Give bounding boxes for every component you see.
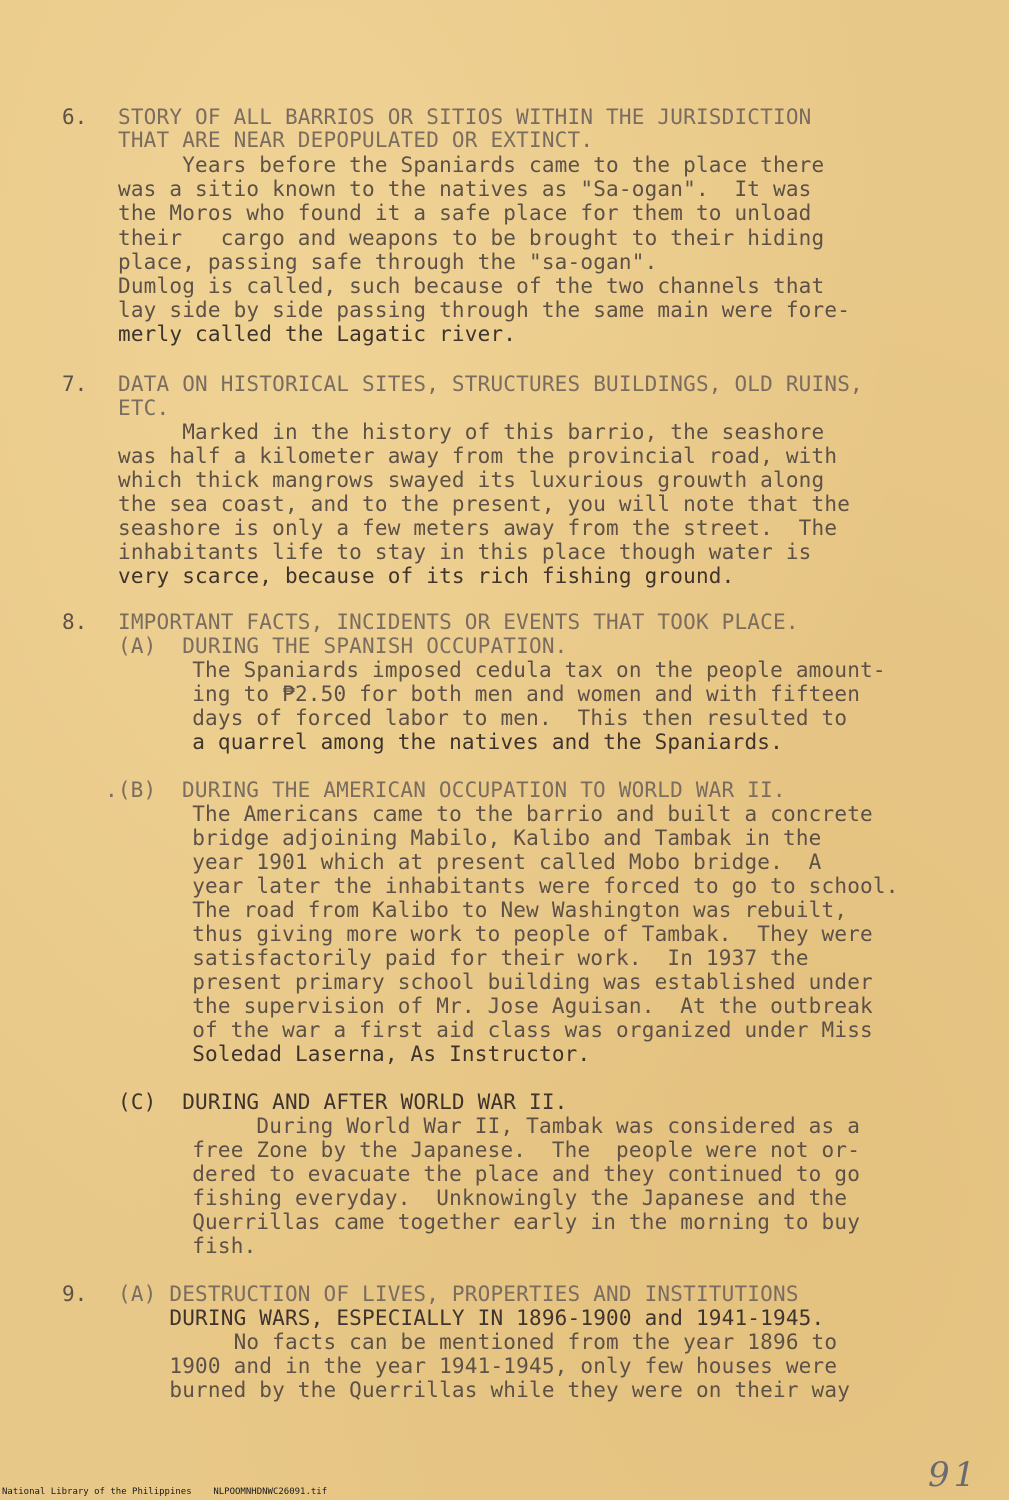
section-6-heading-line-2: THAT ARE NEAR DEPOPULATED OR EXTINCT. <box>118 128 594 152</box>
section-8a-line-3: days of forced labor to men. This then resulted to <box>128 706 848 730</box>
section-8-number: 8. <box>62 610 88 634</box>
section-7-heading-line-2: ETC. <box>118 396 170 420</box>
section-6-line-6: their cargo and weapons to be brought to their hiding <box>118 226 825 250</box>
section-8b-line-6: thus giving more work to people of Tambak. They were <box>128 922 873 946</box>
section-8c-line-4: fishing everyday. Unknowingly the Japanese and the <box>128 1186 848 1210</box>
section-7-number: 7. <box>62 372 88 396</box>
section-8b-line-5: The road from Kalibo to New Washington was rebuilt, <box>128 898 848 922</box>
section-6-number: 6. <box>62 105 88 129</box>
section-8b-line-7: satisfactorily paid for their work. In 1937 the <box>128 946 809 970</box>
section-9a-line-1: No facts can be mentioned from the year 1896 to <box>118 1330 838 1354</box>
scan-footer <box>2 1487 327 1497</box>
section-8b-line-4: year later the inhabitants were forced to go to school. <box>128 874 899 898</box>
section-6-line-9: lay side by side passing through the same main were fore- <box>118 298 851 322</box>
section-9-number: 9. <box>62 1282 88 1306</box>
section-6-line-10: merly called the Lagatic river. <box>118 322 517 346</box>
section-6-line-4: was a sitio known to the natives as "Sa-ogan". It was <box>118 177 812 201</box>
section-8c-line-1: During World War II, Tambak was considered as a <box>128 1114 861 1138</box>
section-6-line-5: the Moros who found it a safe place for them to unload <box>118 201 812 225</box>
section-8b-line-1: The Americans came to the barrio and built a concrete <box>128 802 873 826</box>
section-9a-heading-line-1: (A) DESTRUCTION OF LIVES, PROPERTIES AND INSTITUTIONS <box>118 1282 799 1306</box>
section-8a-heading: (A) DURING THE SPANISH OCCUPATION. <box>118 634 568 658</box>
section-6-line-7: place, passing safe through the "sa-ogan". <box>118 250 658 274</box>
section-6-line-8: Dumlog is called, such because of the two channels that <box>118 274 825 298</box>
section-8c-line-6: fish. <box>128 1234 257 1258</box>
footer-library: National Library of the Philippines <box>2 1487 192 1497</box>
section-7-heading-line-1: DATA ON HISTORICAL SITES, STRUCTURES BUILDINGS, OLD RUINS, <box>118 372 863 396</box>
section-8a-line-1: The Spaniards imposed cedula tax on the people amount- <box>128 658 886 682</box>
section-9a-heading-line-2: DURING WARS, ESPECIALLY IN 1896-1900 and 1941-1945. <box>118 1306 825 1330</box>
section-7-line-8: inhabitants life to stay in this place though water is <box>118 540 812 564</box>
section-8a-line-2: ing to ₱2.50 for both men and women and with fifteen <box>128 682 861 706</box>
section-8c-line-3: dered to evacuate the place and they continued to go <box>128 1162 861 1186</box>
section-8b-line-11: Soledad Laserna, As Instructor. <box>128 1042 591 1066</box>
section-8c-heading: (C) DURING AND AFTER WORLD WAR II. <box>118 1090 568 1114</box>
section-9a-line-2: 1900 and in the year 1941-1945, only few houses were <box>118 1354 838 1378</box>
section-6-heading-line-1: STORY OF ALL BARRIOS OR SITIOS WITHIN THE JURISDICTION <box>118 105 812 129</box>
section-7-line-3: Marked in the history of this barrio, the seashore <box>118 420 825 444</box>
section-8b-line-10: of the war a first aid class was organized under Miss <box>128 1018 873 1042</box>
section-7-line-5: which thick mangrows swayed its luxurious grouwth along <box>118 468 825 492</box>
section-8-heading: IMPORTANT FACTS, INCIDENTS OR EVENTS THAT TOOK PLACE. <box>118 610 799 634</box>
section-7-line-6: the sea coast, and to the present, you will note that the <box>118 492 851 516</box>
section-7-line-7: seashore is only a few meters away from the street. The <box>118 516 838 540</box>
section-8b-line-2: bridge adjoining Mabilo, Kalibo and Tambak in the <box>128 826 822 850</box>
section-7-line-4: was half a kilometer away from the provincial road, with <box>118 444 838 468</box>
section-7-line-9: very scarce, because of its rich fishing ground. <box>118 564 735 588</box>
section-8b-line-9: the supervision of Mr. Jose Aguisan. At the outbreak <box>128 994 873 1018</box>
section-6-line-3: Years before the Spaniards came to the place there <box>118 153 825 177</box>
section-8a-line-4: a quarrel among the natives and the Spaniards. <box>128 730 783 754</box>
section-8c-line-5: Querrillas came together early in the morning to buy <box>128 1210 861 1234</box>
section-8c-line-2: free Zone by the Japanese. The people were not or- <box>128 1138 861 1162</box>
section-8b-heading: .(B) DURING THE AMERICAN OCCUPATION TO WORLD WAR II. <box>105 778 786 802</box>
handwritten-page-number: 91 <box>928 1455 980 1495</box>
section-8b-line-3: year 1901 which at present called Mobo bridge. A <box>128 850 822 874</box>
section-8b-line-8: present primary school building was established under <box>128 970 873 994</box>
section-9a-line-3: burned by the Querrillas while they were on their way <box>118 1378 851 1402</box>
footer-filename: NLPOOMNHDNWC26091.tif <box>213 1487 328 1497</box>
